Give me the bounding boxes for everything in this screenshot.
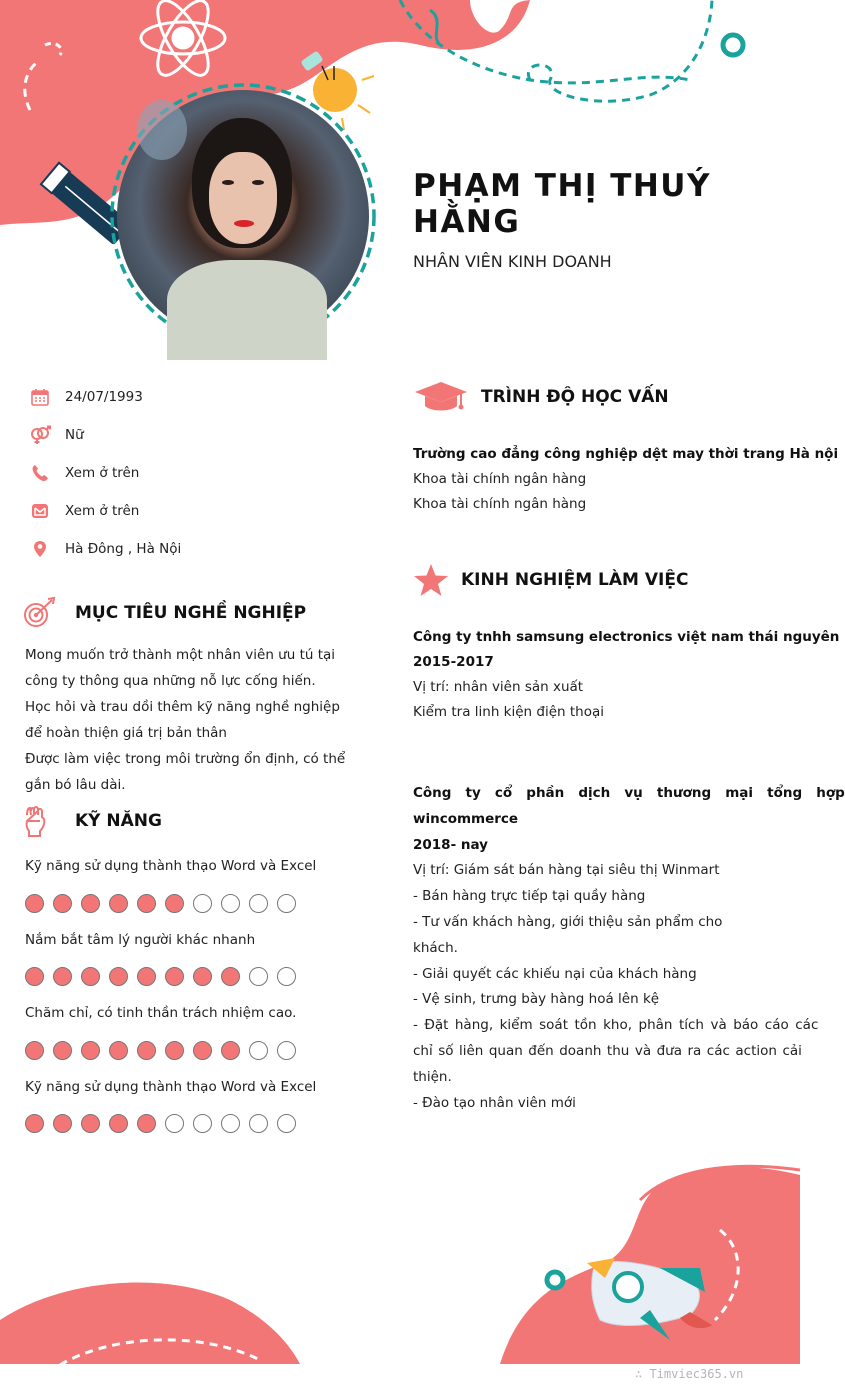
skill-dot-filled [137, 1041, 156, 1060]
education-line: Khoa tài chính ngân hàng [413, 471, 587, 487]
contact-phone [30, 461, 139, 485]
name-line-1: PHẠM THỊ THUÝ [413, 168, 711, 204]
objective-heading-text: MỤC TIÊU NGHỀ NGHIỆP [75, 603, 307, 623]
job-detail: chỉ số liên quan đến doanh thu và đưa ra các action cải [413, 1042, 802, 1059]
job-detail: Vị trí: Giám sát bán hàng tại siêu thị Winmart [413, 862, 720, 879]
graduation-cap-icon [413, 380, 469, 414]
skill-dot-filled [193, 967, 212, 986]
objective-line: công ty thông qua những nỗ lực cống hiến. [25, 673, 316, 689]
skill-rating [25, 1114, 296, 1133]
skill-dot-empty [277, 894, 296, 913]
skill-dot-filled [81, 1114, 100, 1133]
skill-dot-empty [221, 1114, 240, 1133]
watermark: ∴ Timviec365.vn [635, 1367, 744, 1381]
job-detail: - Tư vấn khách hàng, giới thiệu sản phẩm cho khách. [413, 913, 723, 956]
skill-dot-filled [81, 1041, 100, 1060]
skill-dot-empty [249, 1114, 268, 1133]
job-company: Công ty cổ phần dịch vụ thương mại tổng hợp [413, 785, 845, 801]
gender-text: Nữ [65, 427, 84, 443]
job-detail: - Đào tạo nhân viên mới [413, 1094, 576, 1111]
job-company: Công ty tnhh samsung electronics việt nam thái nguyên [413, 629, 840, 645]
fist-icon [23, 805, 49, 837]
skill-dot-filled [81, 894, 100, 913]
skill-dot-empty [165, 1114, 184, 1133]
school-name: Trường cao đẳng công nghiệp dệt may thời trang Hà nội [413, 446, 839, 462]
job-detail: - Giải quyết các khiếu nại của khách hàng [413, 965, 697, 982]
skill-dot-filled [53, 1041, 72, 1060]
skill-dot-filled [165, 967, 184, 986]
skill-dot-filled [53, 894, 72, 913]
skill-dot-empty [277, 967, 296, 986]
skill-dot-filled [81, 967, 100, 986]
skill-dot-filled [109, 894, 128, 913]
skill-dot-empty [193, 894, 212, 913]
education-details [413, 442, 839, 517]
skill-dot-filled [165, 894, 184, 913]
experience-job-1 [413, 625, 840, 725]
skill-rating [25, 894, 296, 913]
birthdate-text: 24/07/1993 [65, 389, 143, 405]
contact-gender [30, 423, 84, 447]
job-detail: - Đặt hàng, kiểm soát tồn kho, phân tích và báo cáo các [413, 1017, 819, 1034]
education-heading-text: TRÌNH ĐỘ HỌC VẤN [481, 387, 669, 407]
experience-job-2 [413, 781, 845, 1116]
skill-dot-empty [277, 1041, 296, 1060]
contact-birthdate [30, 385, 143, 409]
email-icon [30, 501, 50, 521]
calendar-icon [30, 387, 50, 407]
skill-label: Nắm bắt tâm lý người khác nhanh [25, 932, 256, 948]
email-text: Xem ở trên [65, 503, 140, 519]
skill-dot-filled [137, 967, 156, 986]
skill-rating [25, 967, 296, 986]
name-line-2: HẰNG [413, 204, 521, 240]
job-period: 2018- nay [413, 836, 488, 853]
skill-dot-filled [25, 894, 44, 913]
skill-dot-empty [249, 967, 268, 986]
job-detail: Vị trí: nhân viên sản xuất [413, 679, 584, 695]
skill-label: Kỹ năng sử dụng thành thạo Word và Excel [25, 858, 317, 874]
objective-line: Mong muốn trở thành một nhân viên ưu tú tại [25, 647, 336, 663]
skill-dot-empty [249, 894, 268, 913]
experience-heading [413, 563, 688, 597]
skill-dot-filled [137, 894, 156, 913]
job-detail: Kiểm tra linh kiện điện thoại [413, 704, 604, 720]
objective-line: Được làm việc trong môi trường ổn định, có thể [25, 751, 346, 767]
skills-heading [23, 805, 162, 837]
skill-dot-empty [249, 1041, 268, 1060]
objective-line: gắn bó lâu dài. [25, 777, 126, 793]
skill-label: Kỹ năng sử dụng thành thạo Word và Excel [25, 1079, 317, 1095]
target-icon [23, 597, 57, 629]
skill-dot-empty [277, 1114, 296, 1133]
star-icon [413, 563, 449, 597]
skill-dot-filled [53, 1114, 72, 1133]
candidate-name [413, 168, 783, 240]
skill-dot-filled [165, 1041, 184, 1060]
education-line: Khoa tài chính ngân hàng [413, 496, 587, 512]
job-detail: thiện. [413, 1068, 452, 1085]
objective-line: để hoàn thiện giá trị bản thân [25, 725, 227, 741]
phone-icon [30, 463, 50, 483]
skill-dot-filled [137, 1114, 156, 1133]
skill-dot-filled [109, 967, 128, 986]
skill-dot-empty [193, 1114, 212, 1133]
education-heading [413, 380, 669, 414]
objective-heading [23, 597, 306, 629]
skill-dot-filled [25, 1114, 44, 1133]
objective-line: Học hỏi và trau dồi thêm kỹ năng nghề nghiệp [25, 699, 340, 715]
contact-email [30, 499, 139, 523]
contact-address [30, 537, 181, 561]
skill-dot-filled [221, 967, 240, 986]
skills-heading-text: KỸ NĂNG [75, 811, 162, 831]
skill-dot-filled [221, 1041, 240, 1060]
experience-heading-text: KINH NGHIỆM LÀM VIỆC [461, 570, 689, 590]
job-period: 2015-2017 [413, 654, 494, 670]
skill-label: Chăm chỉ, có tinh thần trách nhiệm cao. [25, 1005, 297, 1021]
location-pin-icon [30, 539, 50, 559]
skill-dot-filled [25, 967, 44, 986]
gender-icon [30, 425, 50, 445]
job-detail: - Bán hàng trực tiếp tại quầy hàng [413, 888, 646, 905]
skill-dot-filled [109, 1114, 128, 1133]
job-company: wincommerce [413, 810, 519, 827]
avatar [117, 90, 369, 342]
skill-dot-filled [53, 967, 72, 986]
skill-dot-filled [25, 1041, 44, 1060]
skill-dot-filled [193, 1041, 212, 1060]
skill-dot-filled [109, 1041, 128, 1060]
skill-rating [25, 1041, 296, 1060]
objective-text [25, 642, 345, 798]
address-text: Hà Đông , Hà Nội [65, 541, 182, 557]
skill-dot-empty [221, 894, 240, 913]
phone-text: Xem ở trên [65, 465, 140, 481]
job-detail: - Vệ sinh, trưng bày hàng hoá lên kệ [413, 991, 660, 1008]
job-title: NHÂN VIÊN KINH DOANH [413, 252, 612, 271]
